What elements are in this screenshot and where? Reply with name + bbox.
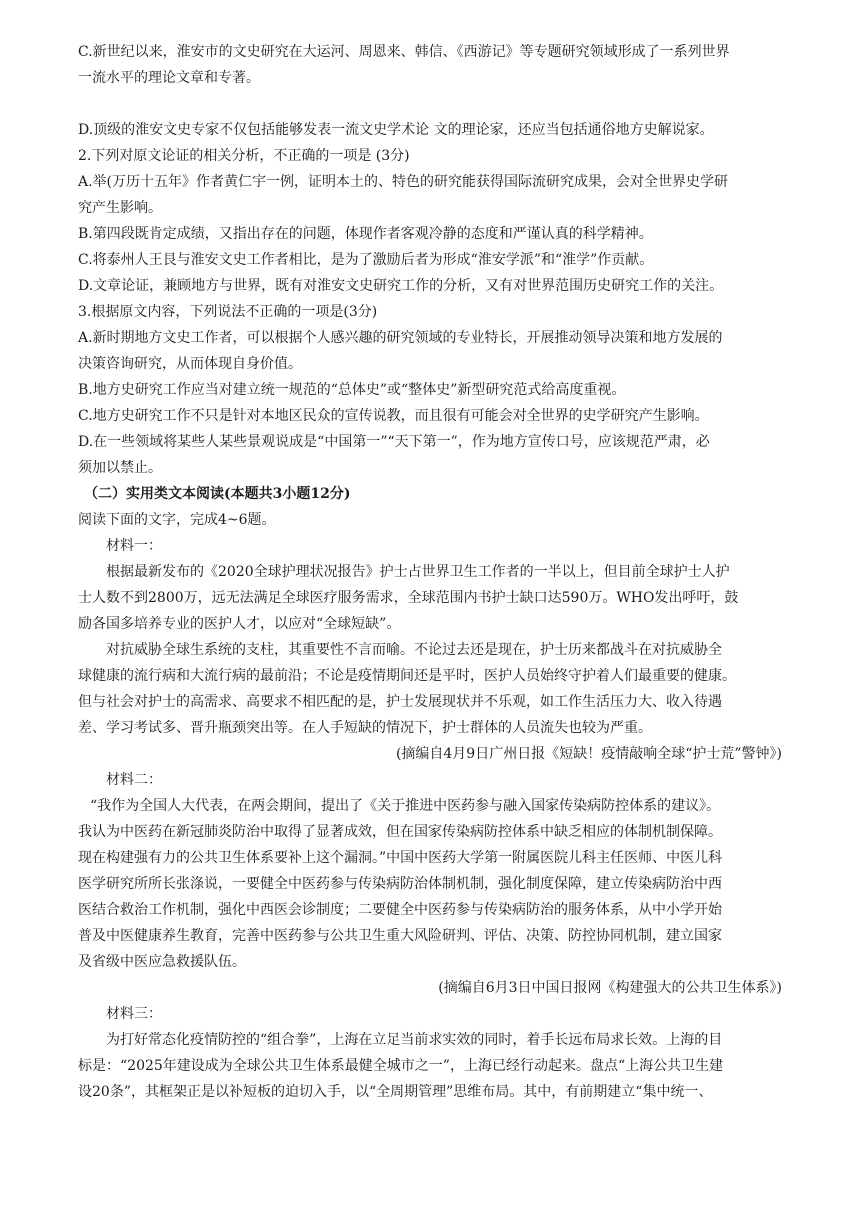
material-2-source: (摘编自6月3日中国日报网《构建强大的公共卫生体系》) (438, 980, 782, 996)
question-1-option-c-cont: 一流水平的理论文章和专著。 (78, 70, 260, 86)
question-3-option-a: A.新时期地方文史工作者，可以根据个人感兴趣的研究领域的专业特长，开展推动领导决策和地方发展的 (78, 330, 723, 346)
material-1-paragraph-2-cont: 球健康的流行病和大流行病的最前沿；不论是疫情期间还是平时，医护人员始终守护着人们最重要的健康。 (78, 668, 736, 684)
material-1-paragraph-1: 根据最新发布的《2020全球护理状况报告》护士占世界卫生工作者的一半以上，但目前全球护士人护 (106, 564, 730, 580)
section-heading: （二）实用类文本阅读(本题共3小题12分) (84, 486, 351, 502)
question-2-option-d: D.文章论证，兼顾地方与世界，既有对淮安文史研究工作的分析，又有对世界范围历史研究工作的关注。 (78, 278, 724, 294)
question-3-option-d: D.在一些领域将某些人某些景观说成是“中国第一”“天下第一”，作为地方宣传口号，应该规范严肃，必 (78, 434, 710, 450)
material-3-paragraph-cont1: 标是：“2025年建设成为全球公共卫生体系最健全城市之一”，上海已经行动起来。盘点“上海公共卫生建 (78, 1058, 724, 1074)
material-1-paragraph-1-cont: 士人数不到2800万，远无法满足全球医疗服务需求，全球范围内书护士缺口达590万。WHO发出呼吁，鼓 (78, 590, 739, 606)
material-2-paragraph-cont2: 现在构建强有力的公共卫生体系要补上这个漏洞。”中国中医药大学第一附属医院儿科主任医师、中医儿科 (78, 850, 723, 866)
material-3-paragraph: 为打好常态化疫情防控的“组合拳”，上海在立足当前求实效的同时，着手长远布局求长效。上海的目 (106, 1032, 723, 1048)
question-3-option-c: C.地方史研究工作不只是针对本地区民众的宣传说教，而且很有可能会对全世界的史学研究产生影响。 (78, 408, 709, 424)
material-2-paragraph-cont1: 我认为中医药在新冠肺炎防治中取得了显著成效，但在国家传染病防控体系中缺乏相应的体制机制保障。 (78, 824, 722, 840)
question-2-option-a: A.举(万历十五年》作者黄仁宇一例，证明本土的、特色的研究能获得国际流研究成果，会对全世界史学研 (78, 174, 729, 190)
question-3-option-b: B.地方史研究工作应当对建立统一规范的“总体史”或“整体史”新型研究范式给高度重视。 (78, 382, 626, 398)
question-2-option-a-cont: 究产生影响。 (78, 200, 162, 216)
material-1-paragraph-2-cont2: 但与社会对护士的高需求、高要求不相匹配的是，护士发展现状并不乐观，如工作生活压力大、收入待遇 (78, 694, 722, 710)
material-3-paragraph-cont2: 设20条”，其框架正是以补短板的迫切入手，以“全周期管理”思维布局。其中，有前期建立“集中统一、 (78, 1084, 713, 1100)
material-1-paragraph-2: 对抗威胁全球生系统的支柱，其重要性不言而喻。不论过去还是现在，护士历来都战斗在对抗威胁全 (106, 642, 722, 658)
question-1-option-c: C.新世纪以来，淮安市的文史研究在大运河、周恩来、韩信、《西游记》等专题研究领域形成了一系列世界 (78, 44, 730, 60)
material-3-label: 材料三： (106, 1006, 162, 1022)
material-2-paragraph-cont4: 医结合救治工作机制，强化中西医会诊制度；二要健全中医药参与传染病防治的服务体系，从中小学开始 (78, 902, 722, 918)
question-2-option-b: B.第四段既肯定成绩，又指出存在的问题，体现作者客观冷静的态度和严谨认真的科学精神。 (78, 226, 653, 242)
material-1-source: (摘编自4月9日广州日报《短缺！疫情敲响全球“护士荒”警钟》) (395, 746, 782, 762)
material-2-paragraph: “我作为全国人大代表，在两会期间，提出了《关于推进中医药参与融入国家传染病防控体系的建议》。 (90, 798, 721, 814)
question-1-option-d: D.顶级的淮安文史专家不仅包括能够发表一流文史学术论 文的理论家，还应当包括通俗地方史解说家。 (78, 122, 714, 138)
material-2-paragraph-end: 及省级中医应急救援队伍。 (78, 954, 246, 970)
question-3-option-a-cont: 决策咨询研究，从而体现自身价值。 (78, 356, 302, 372)
material-2-paragraph-cont3: 医学研究所所长张涤说，一要健全中医药参与传染病防治体制机制，强化制度保障，建立传染病防治中西 (78, 876, 722, 892)
material-1-paragraph-1-end: 励各国多培养专业的医护人才，以应对“全球短缺”。 (78, 616, 401, 632)
material-2-label: 材料二： (106, 772, 162, 788)
reading-instruction: 阅读下面的文字，完成4~6题。 (78, 512, 276, 528)
material-2-paragraph-cont5: 普及中医健康养生教育，完善中医药参与公共卫生重大风险研判、评估、决策、防控协同机制，建立国家 (78, 928, 722, 944)
question-3-stem: 3.根据原文内容，下列说法不正确的一项是(3分) (78, 304, 378, 320)
material-1-paragraph-2-end: 差、学习考试多、晋升瓶颈突出等。在人手短缺的情况下，护士群体的人员流失也较为严重。 (78, 720, 652, 736)
question-2-option-c: C.将泰州人王艮与淮安文史工作者相比，是为了激励后者为形成“淮安学派”和“淮学”作贡献。 (78, 252, 654, 268)
question-3-option-d-cont: 须加以禁止。 (78, 460, 162, 476)
material-1-label: 材料一： (106, 538, 162, 554)
question-2-stem: 2.下列对原文论证的相关分析，不正确的一项是 (3分) (78, 148, 410, 164)
